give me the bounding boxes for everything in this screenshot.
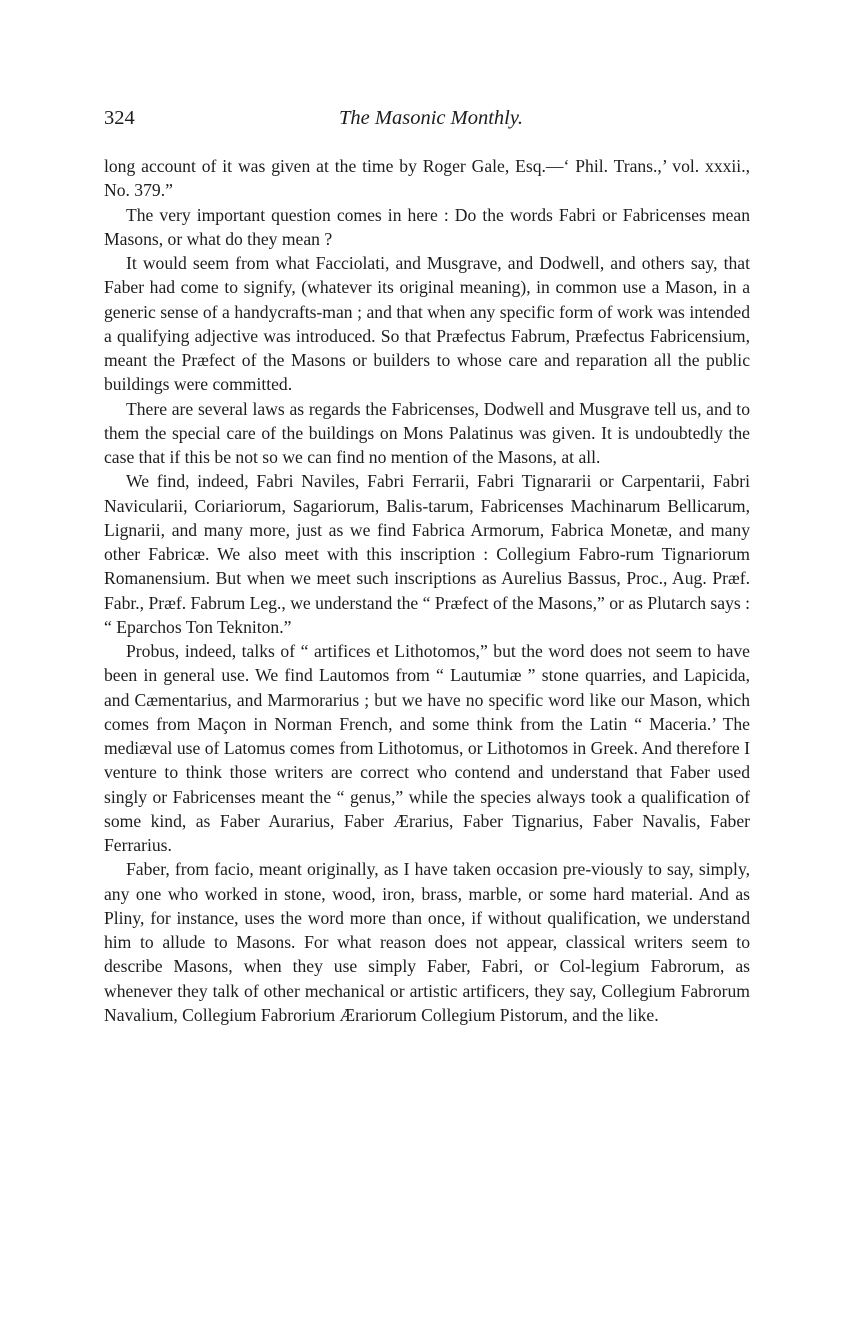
page-number: 324	[104, 107, 135, 129]
paragraph: Probus, indeed, talks of “ artifices et Lithotomos,” but the word does not seem to have been in general use. We find Lautomos from “ Lautumiæ ” stone quarries, and Lapicida, and Cæmentarius, and Marmorarius ; but we have no specific word like our Mason, which comes from Maçon in Norman French, and some think from the Latin “ Maceria.’ The mediæval use of Latomus comes from Lithotomus, or Lithotomos in Greek. And therefore I venture to think those writers are correct who contend and understand that Faber used singly or Fabricenses meant the “ genus,” while the species always took a qualification of some kind, as Faber Aurarius, Faber Ærarius, Faber Tignarius, Faber Navalis, Faber Ferrarius.	[104, 641, 750, 855]
paragraph: Faber, from facio, meant originally, as I have taken occasion pre-viously to say, simply, any one who worked in stone, wood, iron, brass, marble, or some hard material. And as Pliny, for instance, uses the word more than once, if without qualification, we understand him to allude to Masons. For what reason does not appear, classical writers seem to describe Masons, when they use simply Faber, Fabri, or Col-legium Fabrorum, as whenever they talk of other mechanical or artistic artificers, they say, Collegium Fabrorum Navalium, Collegium Fabrorium Ærariorum Collegium Pistorum, and the like.	[104, 859, 750, 1025]
paragraph: The very important question comes in here : Do the words Fabri or Fabricenses mean Masons, or what do they mean ?	[104, 204, 750, 249]
page	[104, 100, 750, 1027]
article-body	[104, 154, 750, 1027]
paragraph: It would seem from what Facciolati, and Musgrave, and Dodwell, and others say, that Faber had come to signify, (whatever its original meaning), in common use a Mason, in a generic sense of a handycrafts-man ; and that when any specific form of work was intended a qualifying adjective was introduced. So that Præfectus Fabrum, Præfectus Fabricensium, meant the Præfect of the Masons or builders to whose care and reparation all the public buildings were committed.	[104, 253, 750, 395]
journal-title: The Masonic Monthly.	[339, 107, 523, 129]
paragraph-continued: long account of it was given at the time by Roger Gale, Esq.—‘ Phil. Trans.,’ vol. xxxii., No. 379.”	[104, 156, 750, 201]
paragraph: There are several laws as regards the Fabricenses, Dodwell and Musgrave tell us, and to them the special care of the buildings on Mons Palatinus was given. It is undoubtedly the case that if this be not so we can find no mention of the Masons, at all.	[104, 398, 750, 467]
paragraph: We find, indeed, Fabri Naviles, Fabri Ferrarii, Fabri Tignararii or Carpentarii, Fabri Navicularii, Coriariorum, Sagariorum, Balis-tarum, Fabricenses Machinarum Bellicarum, Lignarii, and many more, just as we find Fabrica Armorum, Fabrica Monetæ, and many other Fabricæ. We also meet with this inscription : Collegium Fabro-rum Tignariorum Romanensium. But when we meet such inscriptions as Aurelius Bassus, Proc., Aug. Præf. Fabr., Præf. Fabrum Leg., we understand the “ Præfect of the Masons,” or as Plutarch says : “ Eparchos Ton Tekniton.”	[104, 471, 750, 637]
running-head	[104, 100, 750, 140]
